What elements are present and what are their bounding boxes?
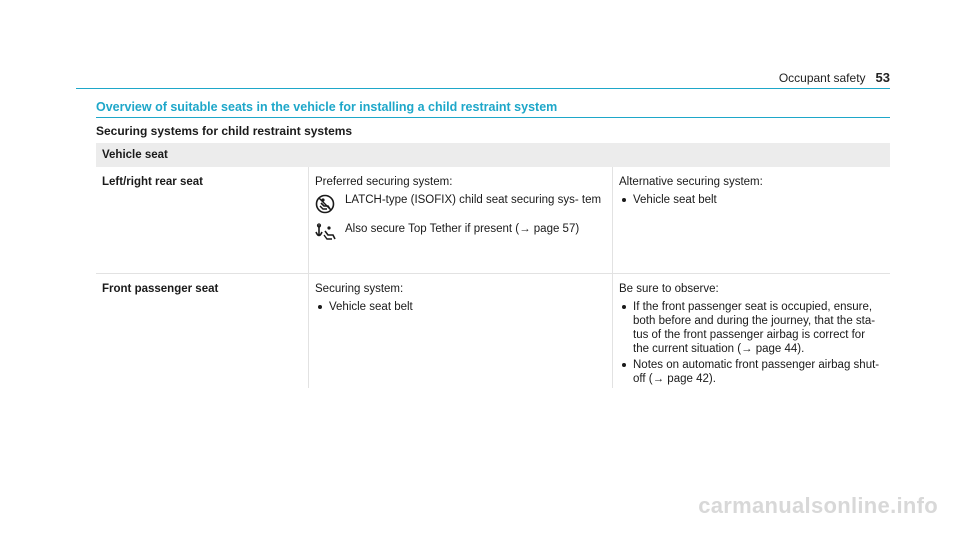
- top-tether-text: Also secure Top Tether if present (→ page 57): [345, 223, 580, 235]
- watermark: carmanualsonline.info: [698, 493, 938, 518]
- title-rule: [96, 117, 890, 118]
- page-number: 53: [875, 70, 890, 85]
- alternative-label: Alternative securing system:: [619, 176, 763, 188]
- isofix-text: LATCH-type (ISOFIX) child seat securing sys- tem: [345, 194, 602, 206]
- table-header-label: Vehicle seat: [102, 149, 168, 161]
- table-row: [96, 167, 890, 274]
- preferred-label: Preferred securing system:: [315, 176, 453, 188]
- list-item: Vehicle seat belt: [619, 193, 884, 207]
- securing-label: Securing system:: [315, 283, 404, 295]
- table-header: [96, 143, 890, 167]
- list-item: [315, 222, 606, 247]
- section-title: Overview of suitable seats in the vehicle for installing a child restraint system: [96, 100, 558, 114]
- list-item: Notes on automatic front passenger airbag shut- off (→ page 42).: [619, 358, 884, 386]
- running-head-section: Occupant safety: [778, 71, 866, 85]
- alternative-list: [619, 193, 884, 207]
- header-rule: [76, 88, 890, 89]
- isofix-icon: [315, 193, 345, 218]
- list-item: Vehicle seat belt: [315, 300, 606, 314]
- preferred-system-cell: [308, 167, 612, 273]
- observe-label: Be sure to observe:: [619, 283, 719, 295]
- top-tether-icon: [315, 222, 345, 247]
- observe-list: [619, 300, 884, 386]
- subsection-title: Securing systems for child restraint systems: [96, 124, 353, 138]
- list-item: [315, 193, 606, 218]
- seat-table: [96, 143, 890, 388]
- securing-system-cell: [308, 274, 612, 388]
- seat-name: Front passenger seat: [102, 283, 219, 295]
- table-row: [96, 274, 890, 388]
- seat-name: Left/right rear seat: [102, 176, 203, 188]
- securing-list: [315, 300, 606, 314]
- list-item: If the front passenger seat is occupied, ensure, both before and during the journey, that the sta- tus of the front passenger airbag is correct for the current situation (→ page 44).: [619, 300, 884, 356]
- alternative-system-cell: [612, 167, 890, 273]
- running-head: [779, 70, 890, 85]
- observe-cell: [612, 274, 890, 388]
